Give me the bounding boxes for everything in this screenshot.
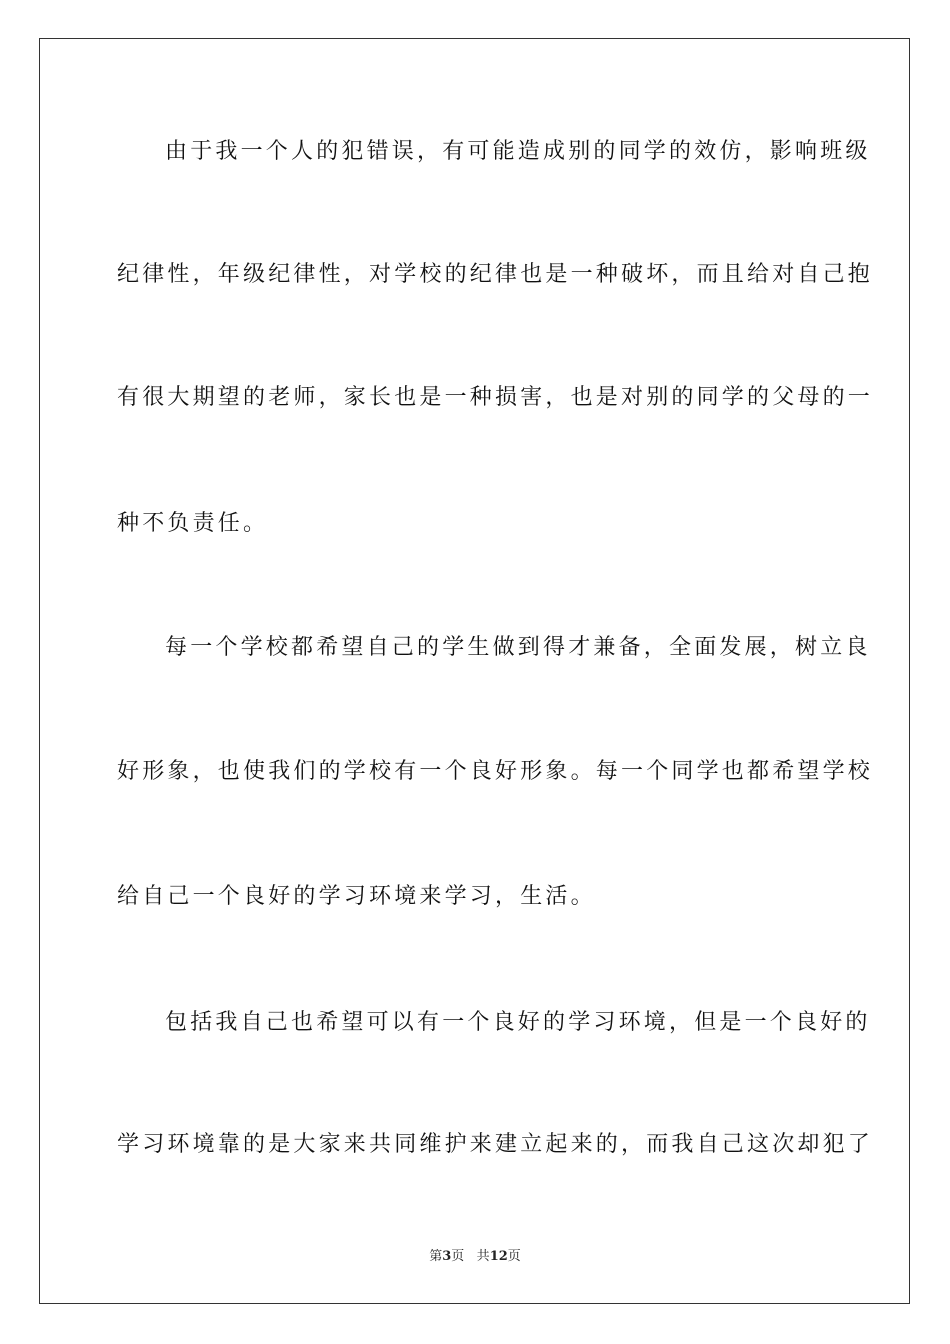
paragraph-1-line-2: 纪律性，年级纪律性，对学校的纪律也是一种破坏，而且给对自己抱 bbox=[117, 262, 874, 287]
total-prefix: 共 bbox=[476, 1249, 490, 1264]
paragraph-1-line-4: 种不负责任。 bbox=[117, 511, 269, 536]
paragraph-3-line-1: 包括我自己也希望可以有一个良好的学习环境，但是一个良好的 bbox=[165, 1010, 871, 1035]
total-suffix: 页 bbox=[507, 1249, 521, 1264]
paragraph-2-line-1: 每一个学校都希望自己的学生做到得才兼备，全面发展，树立良 bbox=[165, 635, 871, 660]
page-footer bbox=[0, 1248, 950, 1266]
page-suffix: 页 bbox=[451, 1249, 465, 1264]
page-number: 3 bbox=[442, 1249, 452, 1264]
paragraph-1-line-1: 由于我一个人的犯错误，有可能造成别的同学的效仿，影响班级 bbox=[165, 139, 871, 164]
paragraph-1-line-3: 有很大期望的老师，家长也是一种损害，也是对别的同学的父母的一 bbox=[117, 385, 874, 410]
paragraph-2-line-2: 好形象，也使我们的学校有一个良好形象。每一个同学也都希望学校 bbox=[117, 759, 874, 784]
paragraph-2-line-3: 给自己一个良好的学习环境来学习，生活。 bbox=[117, 884, 596, 909]
page-prefix: 第 bbox=[429, 1249, 443, 1264]
total-pages: 12 bbox=[489, 1249, 508, 1264]
page-border bbox=[39, 38, 910, 1304]
paragraph-3-line-2: 学习环境靠的是大家来共同维护来建立起来的，而我自己这次却犯了 bbox=[117, 1132, 874, 1157]
